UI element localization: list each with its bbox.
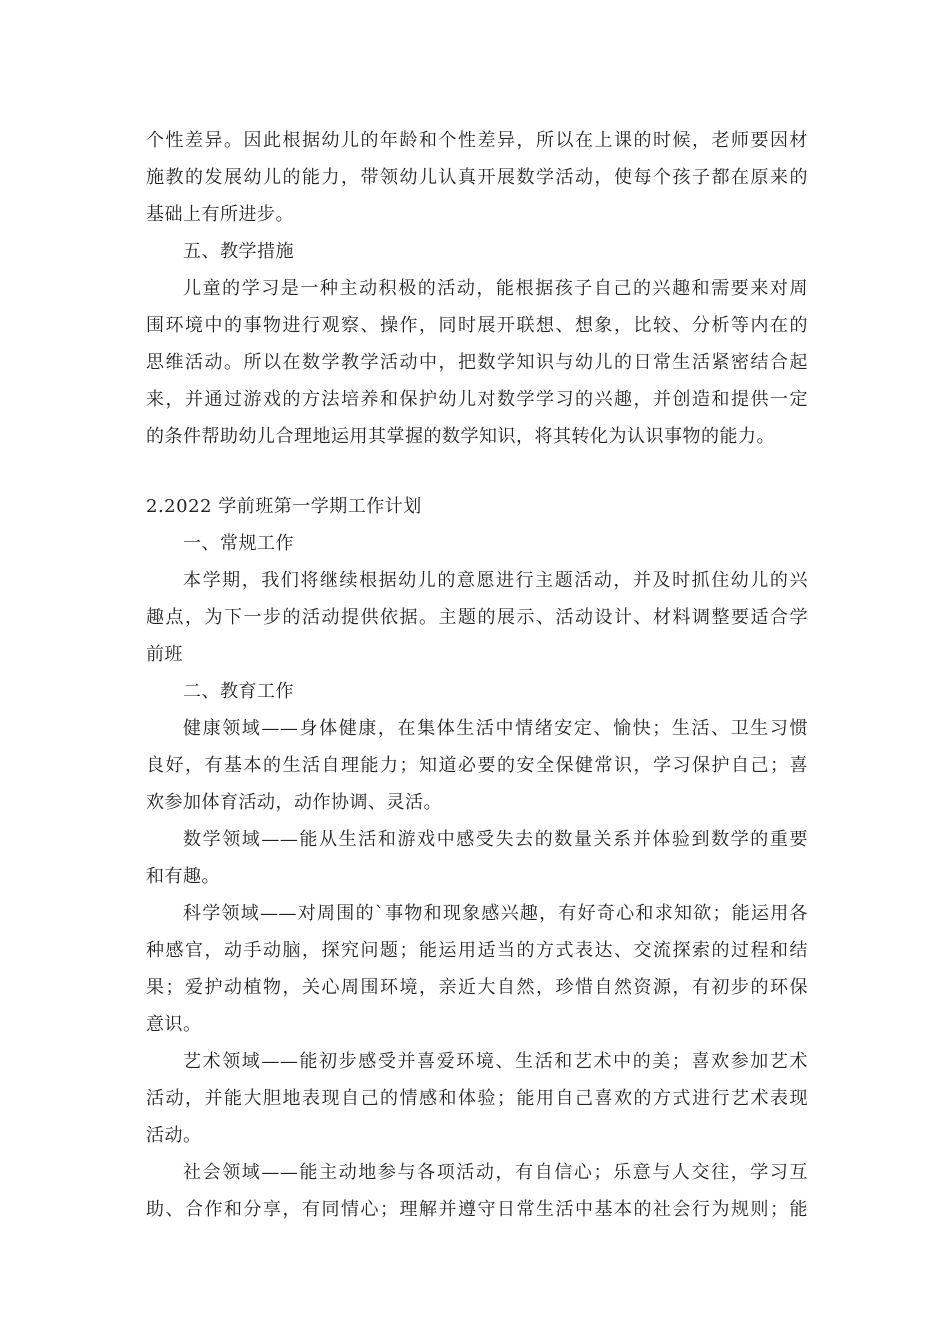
paragraph-math-domain xyxy=(146,821,808,895)
text-line: 前班 xyxy=(146,644,183,665)
paragraph-social-domain xyxy=(146,1154,808,1228)
text-line: 围环境中的事物进行观察、操作，同时展开联想、想象，比较、分析等内在的 xyxy=(146,315,808,336)
paragraph-health-domain xyxy=(146,710,808,821)
text-line: 和有趣。 xyxy=(146,866,220,887)
text-line: 活动，并能大胆地表现自己的情感和体验；能用自己喜欢的方式进行艺术表现 xyxy=(146,1088,808,1109)
text-line: 基础上有所进步。 xyxy=(146,204,294,225)
paragraph-art-domain xyxy=(146,1043,808,1154)
text-line: 儿童的学习是一种主动积极的活动，能根据孩子自己的兴趣和需要来对周 xyxy=(183,278,808,299)
text-line: 科学领域——对周围的`事物和现象感兴趣，有好奇心和求知欲；能运用各 xyxy=(183,903,808,924)
section-heading-education-work: 二、教育工作 xyxy=(183,681,294,702)
paragraph-science-domain xyxy=(146,895,808,1043)
text-line: 艺术领域——能初步感受并喜爱环境、生活和艺术中的美；喜欢参加艺术 xyxy=(183,1051,808,1072)
paragraph-teaching-measures xyxy=(146,270,808,455)
text-line: 种感官，动手动脑，探究问题；能运用适当的方式表达、交流探索的过程和结 xyxy=(146,940,808,961)
text-line: 个性差异。因此根据幼儿的年龄和个性差异，所以在上课的时候，老师要因材 xyxy=(146,130,808,151)
text-line: 的条件帮助幼儿合理地运用其掌握的数学知识，将其转化为认识事物的能力。 xyxy=(146,426,775,447)
text-line: 意识。 xyxy=(146,1014,202,1035)
text-line: 良好，有基本的生活自理能力；知道必要的安全保健常识，学习保护自己；喜 xyxy=(146,755,808,776)
text-line: 助、合作和分享，有同情心；理解并遵守日常生活中基本的社会行为规则；能 xyxy=(146,1199,808,1220)
text-line: 趣点，为下一步的活动提供依据。主题的展示、活动设计、材料调整要适合学 xyxy=(146,607,808,628)
section-gap xyxy=(146,455,808,488)
text-line: 果；爱护动植物，关心周围环境，亲近大自然，珍惜自然资源，有初步的环保 xyxy=(146,977,808,998)
document-section-title: 2.2022 学前班第一学期工作计划 xyxy=(146,496,422,517)
paragraph-continuation xyxy=(146,122,808,233)
paragraph-routine-work xyxy=(146,562,808,673)
text-line: 施教的发展幼儿的能力，带领幼儿认真开展数学活动，使每个孩子都在原来的 xyxy=(146,167,808,188)
text-line: 来，并通过游戏的方法培养和保护幼儿对数学学习的兴趣，并创造和提供一定 xyxy=(146,389,808,410)
text-line: 活动。 xyxy=(146,1125,202,1146)
text-line: 数学领域——能从生活和游戏中感受失去的数量关系并体验到数学的重要 xyxy=(183,829,808,850)
text-line: 思维活动。所以在数学教学活动中，把数学知识与幼儿的日常生活紧密结合起 xyxy=(146,352,808,373)
text-line: 健康领域——身体健康，在集体生活中情绪安定、愉快；生活、卫生习惯 xyxy=(183,718,808,739)
text-line: 本学期，我们将继续根据幼儿的意愿进行主题活动，并及时抓住幼儿的兴 xyxy=(183,570,808,591)
section-heading-teaching-measures: 五、教学措施 xyxy=(183,241,294,262)
text-line: 社会领域——能主动地参与各项活动，有自信心；乐意与人交往，学习互 xyxy=(183,1162,808,1183)
text-line: 欢参加体育活动，动作协调、灵活。 xyxy=(146,792,442,813)
section-heading-routine-work: 一、常规工作 xyxy=(183,533,294,554)
document-body xyxy=(146,122,808,1228)
